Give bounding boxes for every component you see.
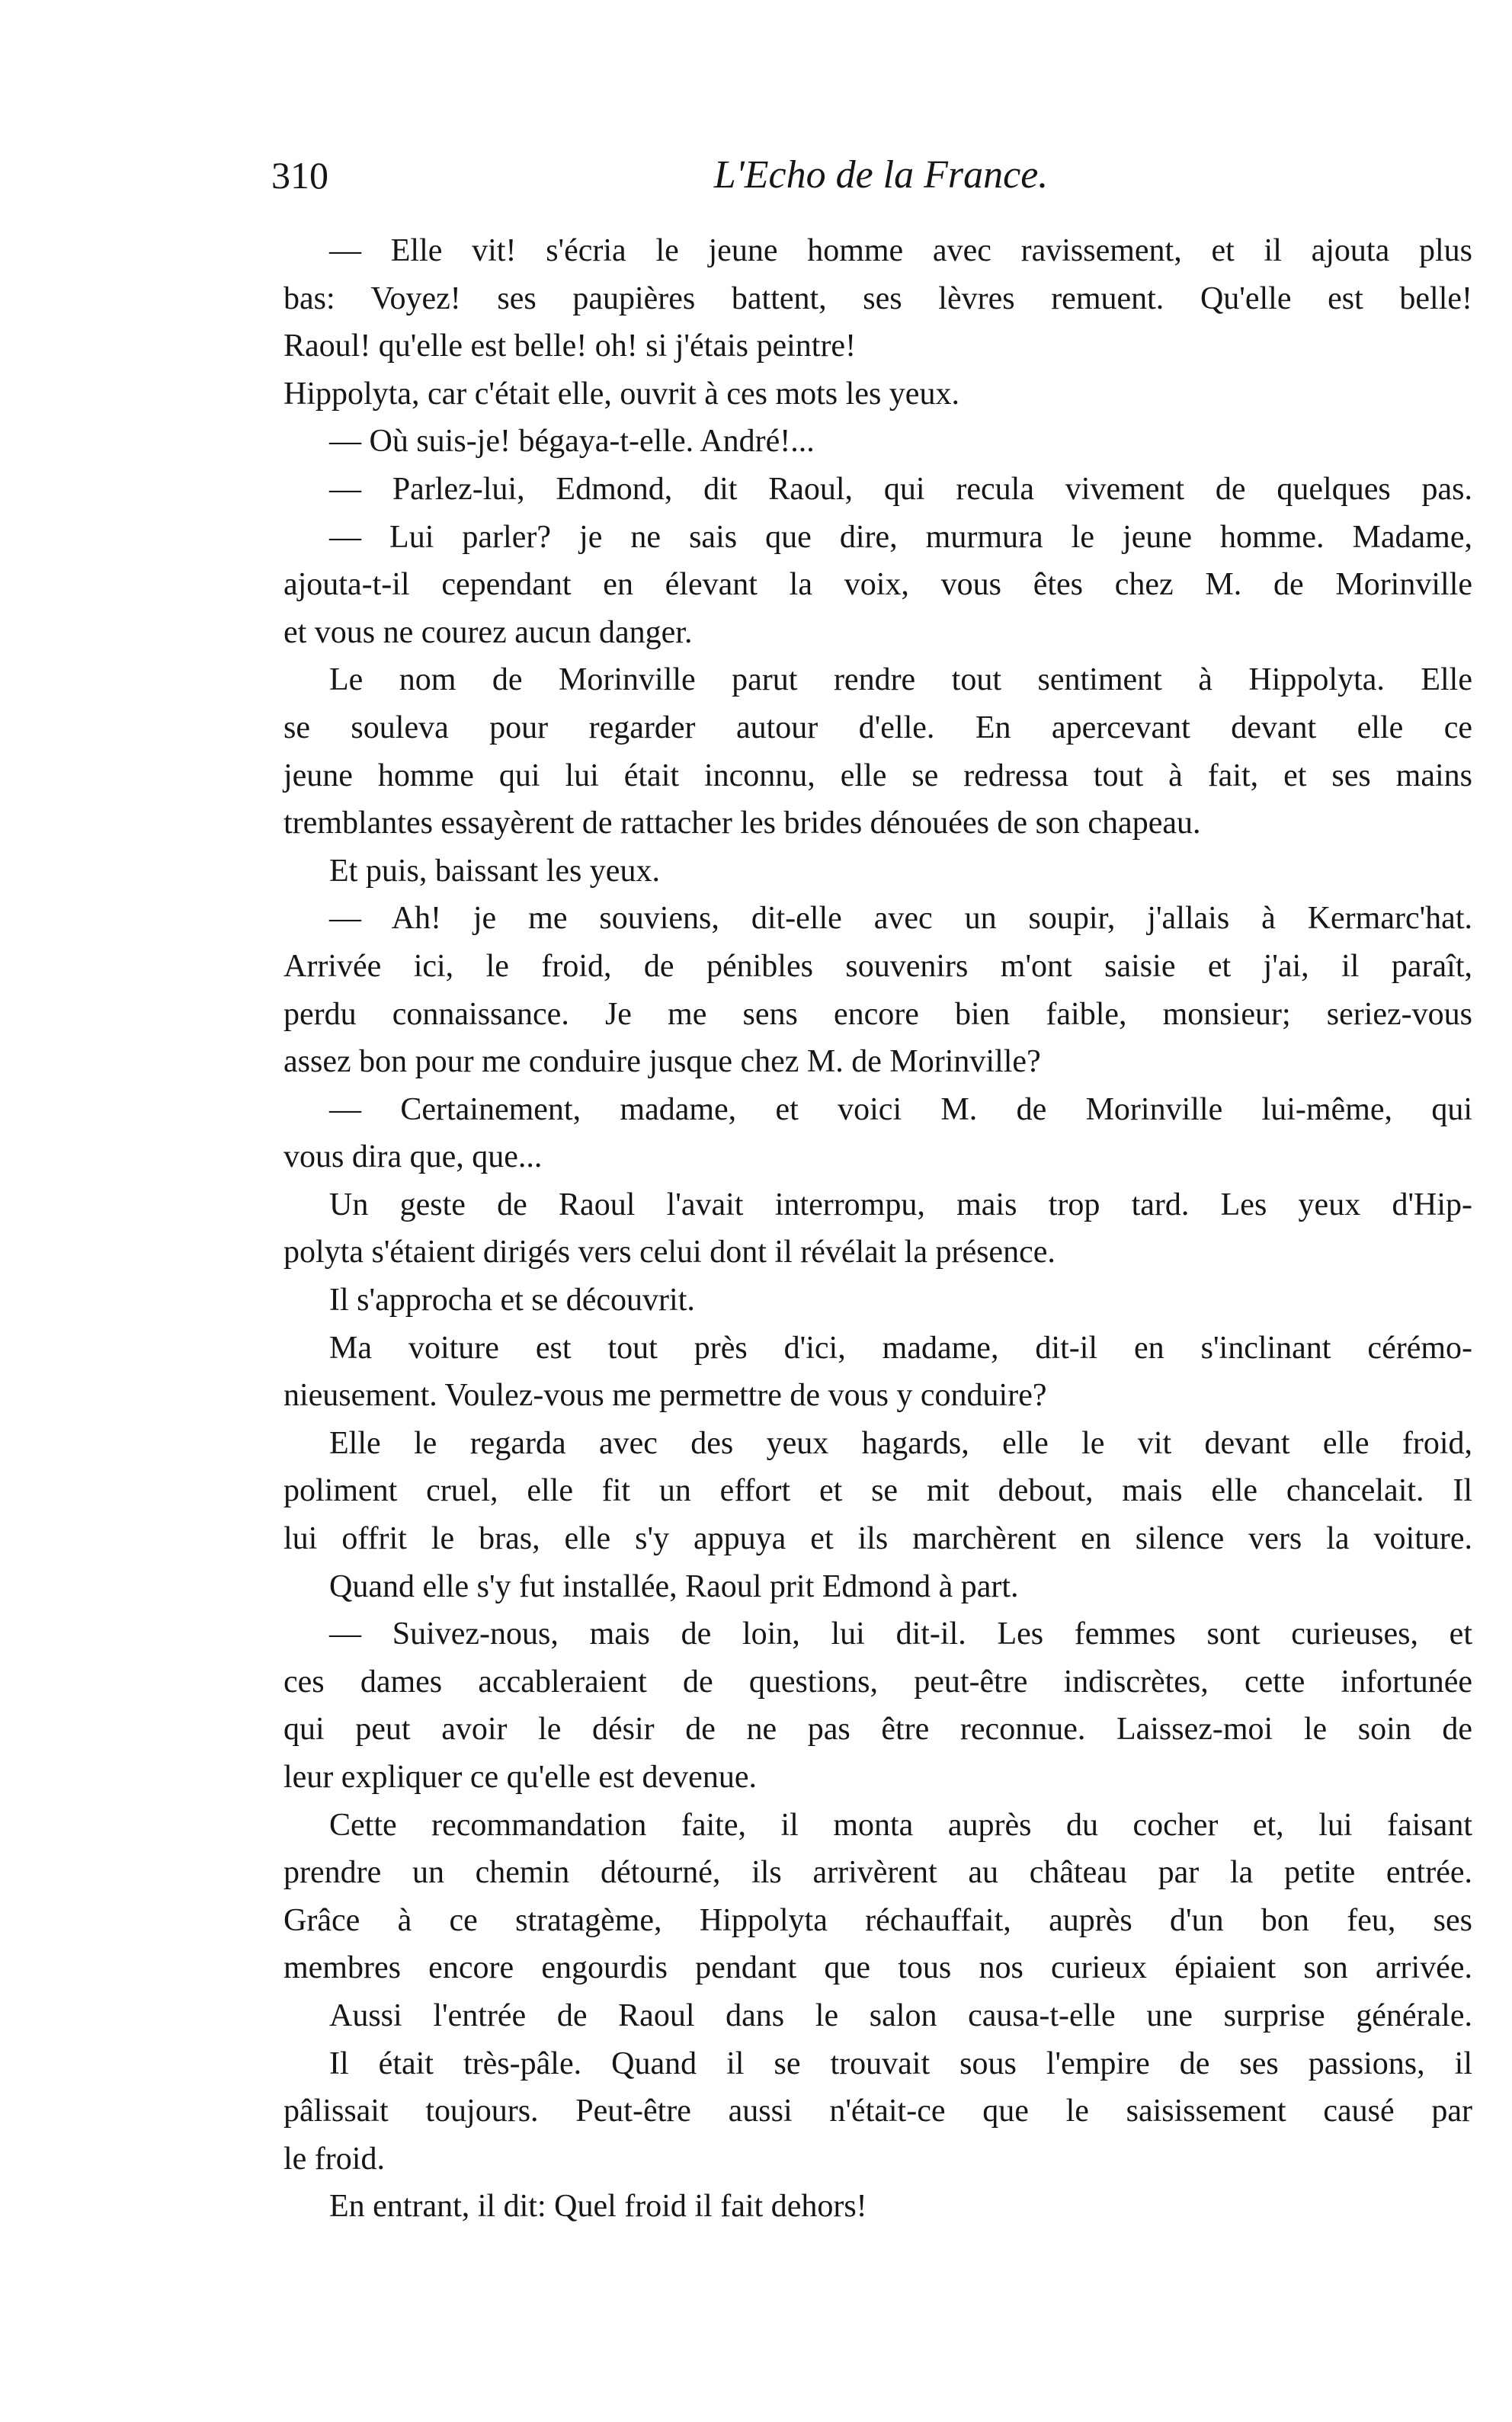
text-line: Grâce à ce stratagème, Hippolyta réchauffait, auprès d'un bon feu, ses	[284, 1902, 1472, 1938]
text-line: polyta s'étaient dirigés vers celui dont il révélait la présence.	[284, 1235, 1056, 1270]
text-line: Quand elle s'y fut installée, Raoul prit Edmond à part.	[329, 1568, 1019, 1604]
running-title: L'Echo de la France.	[713, 153, 1049, 197]
text-line: Il était très-pâle. Quand il se trouvait sous l'empire de ses passions, il	[329, 2046, 1472, 2081]
text-line: perdu connaissance. Je me sens encore bien faible, monsieur; seriez-vous	[284, 996, 1472, 1032]
text-line: nieusement. Voulez-vous me permettre de vous y conduire?	[284, 1378, 1047, 1414]
text-line: Arrivée ici, le froid, de pénibles souvenirs m'ont saisie et j'ai, il paraît,	[284, 948, 1472, 984]
text-line: Cette recommandation faite, il monta auprès du cocher et, lui faisant	[329, 1807, 1472, 1843]
text-line: jeune homme qui lui était inconnu, elle se redressa tout à fait, et ses mains	[284, 758, 1472, 793]
text-line: Un geste de Raoul l'avait interrompu, mais trop tard. Les yeux d'Hip-	[329, 1187, 1472, 1222]
text-line: ces dames accableraient de questions, peut-être indiscrètes, cette infortunée	[284, 1664, 1472, 1700]
text-line: leur expliquer ce qu'elle est devenue.	[284, 1760, 757, 1795]
text-line: assez bon pour me conduire jusque chez M. de Morinville?	[284, 1044, 1041, 1080]
text-line: — Suivez-nous, mais de loin, lui dit-il. Les femmes sont curieuses, et	[329, 1616, 1472, 1652]
text-line: ajouta-t-il cependant en élevant la voix, vous êtes chez M. de Morinville	[284, 567, 1472, 603]
page-header	[271, 145, 1460, 206]
text-line: et vous ne courez aucun danger.	[284, 614, 693, 650]
text-line: Aussi l'entrée de Raoul dans le salon causa-t-elle une surprise générale.	[329, 1998, 1472, 2033]
text-line: Hippolyta, car c'était elle, ouvrit à ces mots les yeux.	[284, 376, 959, 412]
text-line: Il s'approcha et se découvrit.	[329, 1283, 695, 1318]
text-line: En entrant, il dit: Quel froid il fait dehors!	[329, 2189, 867, 2225]
text-line: membres encore engourdis pendant que tous nos curieux épiaient son arrivée.	[284, 1950, 1472, 1986]
text-line: — Lui parler? je ne sais que dire, murmura le jeune homme. Madame,	[329, 519, 1472, 555]
text-line: — Parlez-lui, Edmond, dit Raoul, qui recula vivement de quelques pas.	[329, 471, 1472, 507]
text-line: bas: Voyez! ses paupières battent, ses lèvres remuent. Qu'elle est belle!	[284, 280, 1472, 316]
text-line: lui offrit le bras, elle s'y appuya et ils marchèrent en silence vers la voiture.	[284, 1521, 1472, 1557]
body-text	[284, 227, 1472, 2231]
text-line: pâlissait toujours. Peut-être aussi n'était-ce que le saisissement causé par	[284, 2094, 1472, 2129]
page-number: 310	[271, 154, 328, 197]
text-line: prendre un chemin détourné, ils arrivèrent au château par la petite entrée.	[284, 1855, 1472, 1891]
text-line: tremblantes essayèrent de rattacher les brides dénouées de son chapeau.	[284, 806, 1201, 841]
text-line: poliment cruel, elle fit un effort et se mit debout, mais elle chancelait. Il	[284, 1473, 1472, 1509]
text-line: Elle le regarda avec des yeux hagards, elle le vit devant elle froid,	[329, 1425, 1472, 1461]
text-line: Le nom de Morinville parut rendre tout sentiment à Hippolyta. Elle	[329, 662, 1472, 698]
text-line: — Où suis-je! bégaya-t-elle. André!...	[329, 424, 815, 460]
text-line: Ma voiture est tout près d'ici, madame, dit-il en s'inclinant cérémo-	[329, 1330, 1472, 1366]
text-line: — Certainement, madame, et voici M. de Morinville lui-même, qui	[329, 1091, 1472, 1127]
text-line: qui peut avoir le désir de ne pas être reconnue. Laissez-moi le soin de	[284, 1712, 1472, 1748]
text-line: — Ah! je me souviens, dit-elle avec un soupir, j'allais à Kermarc'hat.	[329, 901, 1472, 937]
text-line: Raoul! qu'elle est belle! oh! si j'étais peintre!	[284, 328, 857, 364]
text-line: le froid.	[284, 2141, 385, 2177]
text-line: se souleva pour regarder autour d'elle. En apercevant devant elle ce	[284, 710, 1472, 745]
text-line: Et puis, baissant les yeux.	[329, 853, 660, 889]
text-line: vous dira que, que...	[284, 1139, 543, 1175]
text-line: — Elle vit! s'écria le jeune homme avec ravissement, et il ajouta plus	[329, 233, 1472, 268]
